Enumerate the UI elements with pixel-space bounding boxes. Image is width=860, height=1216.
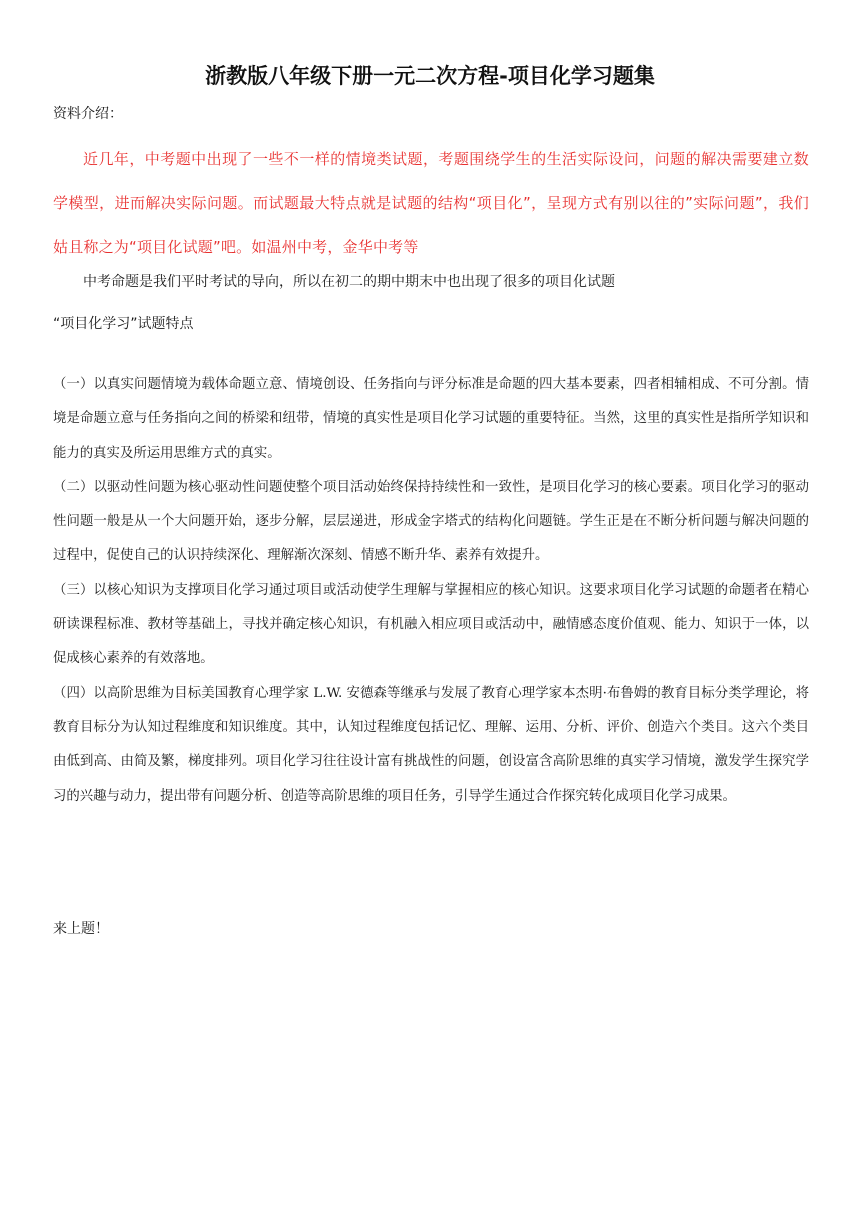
closing-line: 来上题！ (53, 921, 109, 937)
features-heading: “项目化学习”试题特点 (53, 316, 194, 332)
document-title: 浙教版八年级下册一元二次方程-项目化学习题集 (205, 64, 655, 88)
feature-paragraph-3: （三）以核心知识为支撑项目化学习通过项目或活动使学生理解与掌握相应的核心知识。这要求项目化学习试题的命题者在精心研读课程标准、教材等基础上，寻找并确定核心知识，有机融入相应项目或活动中，融情感态度价值观、能力、知识于一体，以促成核心素养的有效落地。 (53, 582, 809, 667)
feature-paragraph-4: （四）以高阶思维为目标美国教育心理学家 L.W. 安德森等继承与发展了教育心理学家本杰明·布鲁姆的教育目标分类学理论，将教育目标分为认知过程维度和知识维度。其中，认知过程维度包括记忆、理解、运用、分析、评价、创造六个类目。这六个类目由低到高、由简及繁，梯度排列。项目化学习往往设计富有挑战性的问题，创设富含高阶思维的真实学习情境，激发学生探究学习的兴趣与动力，提出带有问题分析、创造等高阶思维的项目任务，引导学生通过合作探究转化成项目化学习成果。 (53, 685, 809, 804)
intro-label: 资料介绍： (53, 106, 123, 122)
exam-paragraph: 中考命题是我们平时考试的导向，所以在初二的期中期末中也出现了很多的项目化试题 (83, 274, 615, 290)
feature-paragraph-1: （一）以真实问题情境为载体命题立意、情境创设、任务指向与评分标准是命题的四大基本要素，四者相辅相成、不可分割。情境是命题立意与任务指向之间的桥梁和纽带，情境的真实性是项目化学习试题的重要特征。当然，这里的真实性是指所学知识和能力的真实及所运用思维方式的真实。 (53, 377, 809, 461)
features-list (53, 368, 809, 814)
highlight-paragraph: 近几年，中考题中出现了一些不一样的情境类试题，考题围绕学生的生活实际设问，问题的解决需要建立数学模型，进而解决实际问题。而试题最大特点就是试题的结构“项目化”，呈现方式有别以往的”实际问题”，我们姑且称之为“项目化试题”吧。如温州中考，金华中考等 (53, 150, 809, 256)
feature-paragraph-2: （二）以驱动性问题为核心驱动性问题使整个项目活动始终保持持续性和一致性，是项目化学习的核心要素。项目化学习的驱动性问题一般是从一个大问题开始，逐步分解，层层递进，形成金字塔式的结构化问题链。学生正是在不断分析问题与解决问题的过程中，促使自己的认识持续深化、理解渐次深刻、情感不断升华、素养有效提升。 (53, 479, 809, 564)
